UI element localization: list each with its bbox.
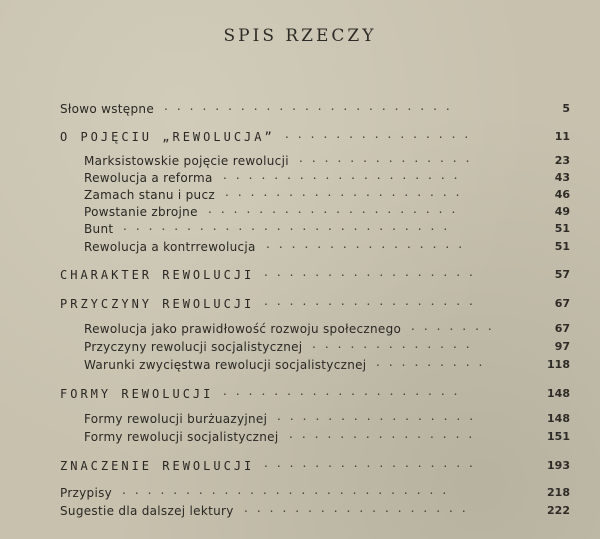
toc-entry-page-number: 43: [554, 171, 570, 184]
toc-entry-label: Sugestie dla dalszej lektury: [60, 504, 234, 518]
toc-entry-label: Zamach stanu i pucz: [84, 188, 215, 202]
leader-dots: .................: [264, 456, 482, 470]
toc-entry-page-number: 51: [554, 222, 570, 235]
leader-dots: .......: [411, 319, 501, 333]
leader-dots: ................: [277, 409, 483, 423]
leader-dots: ..........................: [122, 483, 456, 497]
toc-entry-page-number: 148: [547, 387, 570, 400]
toc-entry-label: PRZYCZYNY REWOLUCJI: [60, 297, 255, 311]
toc-entry-label: Warunki zwycięstwa rewolucji socjalistycznej: [84, 358, 367, 372]
toc-entry-label: Przypisy: [60, 486, 113, 500]
toc-entry-label: ZNACZENIE REWOLUCJI: [60, 459, 255, 473]
toc-entry-page-number: 5: [562, 102, 570, 115]
toc-entry-page-number: 151: [547, 430, 570, 443]
toc-entry-label: CHARAKTER REWOLUCJI: [60, 268, 255, 282]
toc-entry-page-number: 57: [554, 268, 570, 281]
toc-entry-label: FORMY REWOLUCJI: [60, 387, 214, 401]
toc-entry-label: Rewolucja a kontrrewolucja: [84, 240, 256, 254]
leader-dots: .................: [264, 265, 482, 279]
toc-entry-page-number: 23: [554, 154, 570, 167]
toc-entry-page-number: 193: [547, 459, 570, 472]
leader-dots: ...................: [223, 168, 467, 182]
toc-entry-page-number: 97: [554, 340, 570, 353]
toc-entry-label: Słowo wstępne: [60, 102, 154, 116]
leader-dots: .............: [312, 337, 479, 351]
leader-dots: ...............: [285, 127, 478, 141]
leader-dots: ...............: [289, 427, 482, 441]
toc-entry-label: Przyczyny rewolucji socjalistycznej: [84, 340, 303, 354]
toc-entry: [84, 356, 570, 374]
toc-entry-label: Marksistowskie pojęcie rewolucji: [84, 154, 289, 168]
page-title: SPIS RZECZY: [223, 26, 377, 46]
toc-entry: [60, 128, 570, 146]
toc-entry: [60, 385, 570, 403]
leader-dots: ................: [266, 237, 472, 251]
leader-dots: ..............: [299, 151, 479, 165]
leader-dots: ..........................: [123, 219, 457, 233]
toc-entry-label: Powstanie zbrojne: [84, 205, 198, 219]
toc-entry: [60, 266, 570, 284]
toc-entry-page-number: 67: [554, 297, 570, 310]
toc-entry-page-number: 218: [547, 486, 570, 499]
leader-dots: ...................: [225, 185, 469, 199]
toc-entry-page-number: 222: [547, 504, 570, 517]
toc-entry-page-number: 49: [554, 205, 570, 218]
toc-entry-page-number: 118: [547, 358, 570, 371]
toc-entry: [60, 100, 570, 118]
toc-entry-label: O POJĘCIU „REWOLUCJA”: [60, 130, 275, 144]
toc-entry-label: Formy rewolucji socjalistycznej: [84, 430, 279, 444]
toc-entry: [84, 238, 570, 256]
toc-entry-page-number: 67: [554, 322, 570, 335]
leader-dots: ...................: [223, 384, 467, 398]
toc-entry-page-number: 11: [554, 130, 570, 143]
leader-dots: .......................: [164, 99, 459, 113]
toc-entry: [60, 457, 570, 475]
leader-dots: ..................: [244, 501, 475, 515]
toc-entry-page-number: 51: [554, 240, 570, 253]
toc-entry-label: Bunt: [84, 222, 114, 236]
toc-entry-label: Formy rewolucji burżuazyjnej: [84, 412, 268, 426]
toc-entry: [60, 502, 570, 520]
toc-entry-label: Rewolucja jako prawidłowość rozwoju społecznego: [84, 322, 402, 336]
toc-entry-page-number: 148: [547, 412, 570, 425]
leader-dots: .................: [264, 294, 482, 308]
toc-entry-page-number: 46: [554, 188, 570, 201]
leader-dots: ....................: [208, 202, 465, 216]
toc-entry-label: Rewolucja a reforma: [84, 171, 213, 185]
toc-entry: [84, 428, 570, 446]
toc-entry: [60, 295, 570, 313]
leader-dots: .........: [376, 355, 492, 369]
